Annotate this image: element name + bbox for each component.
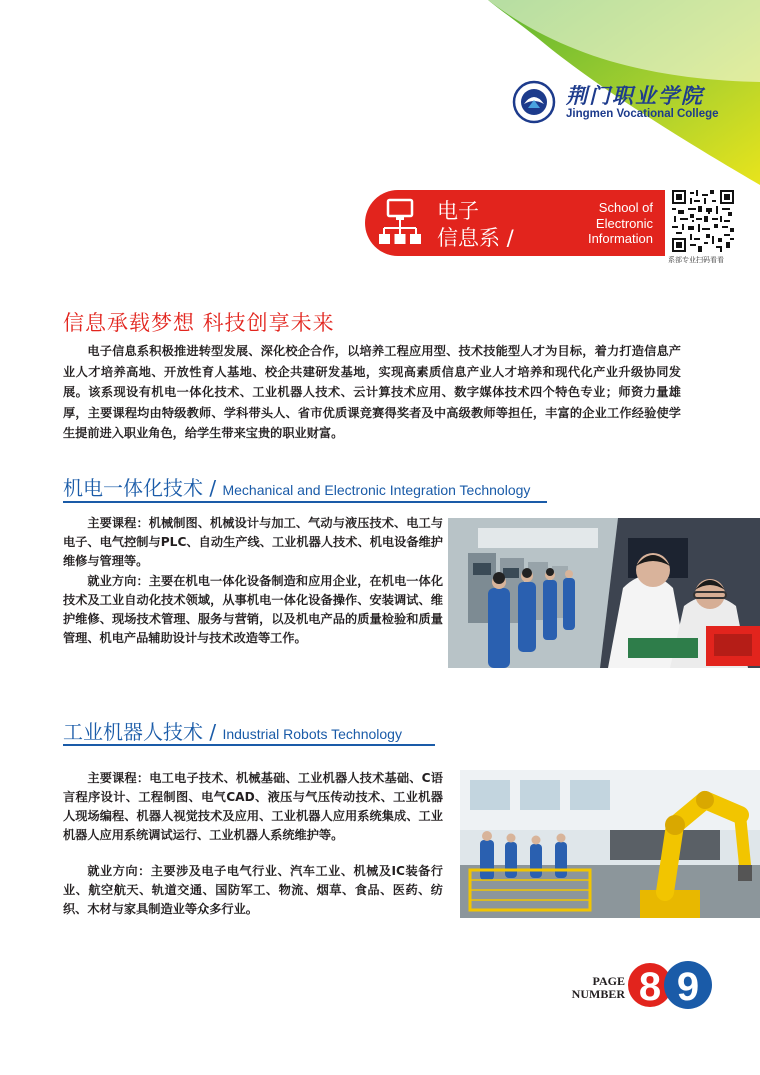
- network-computer-icon: [379, 198, 421, 248]
- courses-text: 机械制图、机械设计与加工、气动与液压技术、电工与电子、电气控制与PLC、自动生产线、工业机器人技术、机电设备维护维修与管理等。: [63, 516, 444, 568]
- section-title-cn: 机电一体化技术: [63, 476, 203, 500]
- department-name-en: [553, 200, 653, 247]
- page-digit-left: 8: [638, 965, 662, 1009]
- section-title-separator: /: [203, 720, 223, 744]
- intro-paragraph: 电子信息系积极推进转型发展、深化校企合作，以培养工程应用型、技术技能型人才为目标，着力打造信息产业人才培养高地、开放性育人基地、校企共建研发基地，实现高素质信息产业人才培养和现代化产业升级协同发展。该系现设有机电一体化技术、工业机器人技术、云计算技术应用、数字媒体技术四个特色专业；师资力量雄厚，主要课程均由特级教师、学科带头人、省市优质课竞赛得奖者及中高级教师等担任，丰富的企业工作经验使学生提前进入职业角色，给学生带来宝贵的职业财富。: [63, 344, 681, 440]
- photo-mechatronics-lab: [448, 518, 760, 668]
- department-name-en-line: Information: [587, 231, 653, 246]
- section-title-mechatronics: [63, 472, 530, 501]
- career-text: 主要在机电一体化设备制造和应用企业，在机电一体化技术及工业自动化技术领域，从事机电一体化设备操作、安装调试、维护维修、现场技术管理、服务与营销，以及机电产品的质量检验和质量管理、机电产品辅助设计与技术改造等工作。: [63, 574, 444, 645]
- section-title-en: Industrial Robots Technology: [222, 726, 402, 742]
- college-name-en: Jingmen Vocational College: [566, 108, 719, 120]
- department-name-line1: 电子: [437, 199, 479, 223]
- courses-label: 主要课程：: [87, 771, 150, 785]
- career-text: 主要涉及电子电气行业、汽车工业、机械及IC装备行业、航空航天、轨道交通、国防军工、物流、烟草、食品、医药、纺织、木材与家具制造业等众多行业。: [63, 864, 443, 916]
- page-label-line: NUMBER: [571, 987, 625, 1001]
- college-logo: [512, 78, 722, 128]
- career-label: 就业方向：: [87, 864, 151, 878]
- section-divider: [63, 501, 547, 503]
- section-title-separator: /: [203, 476, 223, 500]
- slogan-heading: 信息承载梦想 科技创享未来: [63, 311, 335, 335]
- section-title-robotics: [63, 716, 402, 745]
- courses-label: 主要课程：: [87, 516, 149, 530]
- section-title-en: Mechanical and Electronic Integration Technology: [222, 482, 531, 498]
- department-name-en-line: School of: [598, 200, 653, 215]
- college-seal-icon: [512, 80, 556, 124]
- department-name-line2: 信息系 /: [437, 226, 514, 250]
- page-number-label: [567, 975, 625, 1001]
- career-label: 就业方向：: [87, 574, 149, 588]
- college-name-cn: 荆门职业学院: [566, 83, 704, 108]
- page-number-badge: [628, 958, 718, 1012]
- career-paragraph: [63, 572, 443, 648]
- photo-robotics-lab: [460, 770, 760, 918]
- courses-text: 电工电子技术、机械基础、工业机器人技术基础、C语言程序设计、工程制图、电气CAD、液压与气压传动技术、工业机器人现场编程、机器人视觉技术及应用、工业机器人应用系统集成、工业机器人应用系统调试运行、工业机器人系统维护等。: [63, 771, 443, 842]
- qr-caption: 系部专业扫码看看: [668, 256, 724, 264]
- section-divider: [63, 744, 435, 746]
- qr-code: [672, 190, 734, 252]
- career-paragraph: [63, 862, 443, 919]
- page-digit-right: 9: [676, 965, 700, 1009]
- page-label-line: PAGE: [592, 974, 625, 988]
- courses-paragraph: [63, 514, 443, 571]
- department-name-en-line: Electronic: [595, 215, 653, 231]
- department-banner: [365, 190, 665, 256]
- courses-paragraph: [63, 769, 443, 845]
- section-title-cn: 工业机器人技术: [63, 720, 203, 744]
